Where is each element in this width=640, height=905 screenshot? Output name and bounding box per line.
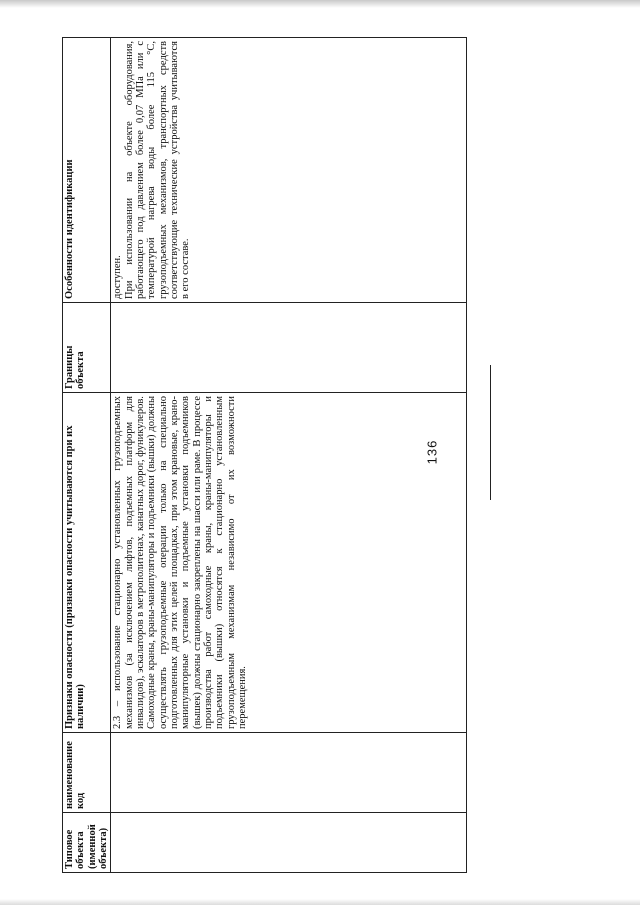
header-object-type: Типовое объекта (именной объекта) [63,813,111,873]
header-hazard-signs: Признаки опасности (признаки опасности учитываются при их наличии) [63,393,111,733]
cell-name-code [111,733,467,813]
rotated-table-wrapper [62,38,467,873]
margin-rule [490,365,491,500]
scan-bottom-edge [0,899,640,905]
cell-object-type [111,813,467,873]
hazard-paragraph: Самоходные краны, краны-манипуляторы и подъемники (вышки) должны осуществлять грузоподъемные операции только на специально подготовленных для этих целей площадках, при этом крановые, крано-манипуляторные установки и подъемные установки подъемников (вышек) должны стационарно закреплены на шасси или раме. В процессе производства работ самоходные краны, краны-манипуляторы и подъемники (вышки) относятся к стационарно установленным грузоподъемным механизмам независимо от их возможности перемещения. [146,396,248,729]
feature-paragraph: доступен. [112,255,124,299]
header-object-bounds: Границы объекта [63,303,111,393]
cell-identification-features [111,38,467,303]
header-identification-features: Особенности идентификации [63,38,111,303]
table-header-row [63,38,111,873]
cell-hazard-signs [111,393,467,733]
scan-top-edge [0,0,640,8]
hazard-paragraph: 2.3 – использование стационарно установленных грузоподъемных механизмов (за исключением лифтов, подъемных платформ для инвалидов), эскалаторов в метрополитенах, канатных дорог, фуникулеров. [112,396,146,729]
feature-paragraph: При использовании на объекте оборудования, работающего под давлением более 0,07 МПа или с температурой нагрева воды более 115 °С, грузоподъемных механизмов, транспортных средств соответствующие технические устройства учитываются в его составе. [123,41,192,299]
identification-table [62,37,467,873]
table-row [111,38,467,873]
cell-object-bounds [111,303,467,393]
page-number: 136 [424,439,440,465]
header-name-code: наименование код [63,733,111,813]
